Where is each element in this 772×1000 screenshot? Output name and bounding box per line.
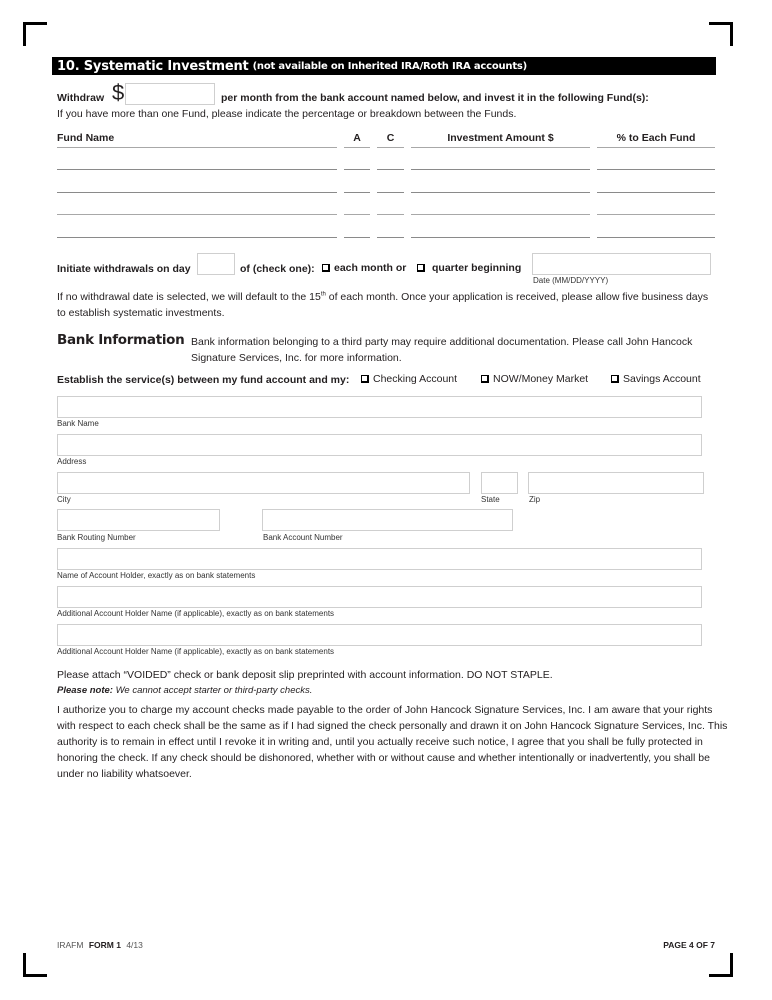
header-rule-c [377, 147, 404, 148]
state-input[interactable] [481, 472, 518, 494]
header-rule-amount [411, 147, 590, 148]
establish-service-label: Establish the service(s) between my fund account and my: [57, 374, 350, 386]
crop-mark-top-right [709, 22, 733, 46]
check-one-label: of (check one): [240, 263, 315, 275]
col-header-fund-name: Fund Name [57, 132, 115, 144]
bank-name-label: Bank Name [57, 419, 99, 428]
bank-info-description-line1: Bank information belonging to a third party may require additional documentation. Please call John Hancock [191, 336, 693, 348]
fund-c-input[interactable] [377, 156, 404, 170]
fund-amount-input[interactable] [411, 224, 590, 238]
address-input[interactable] [57, 434, 702, 456]
crop-mark-bottom-right [709, 953, 733, 977]
col-header-percent: % to Each Fund [616, 132, 696, 144]
fund-a-input[interactable] [344, 156, 370, 170]
crop-mark-top-left [23, 22, 47, 46]
section-title: 10. Systematic Investment [57, 58, 249, 74]
city-input[interactable] [57, 472, 470, 494]
routing-number-input[interactable] [57, 509, 220, 531]
withdraw-label: Withdraw [57, 92, 105, 104]
dollar-sign: $ [112, 80, 125, 105]
fund-name-input[interactable] [57, 156, 337, 170]
fund-name-input[interactable] [57, 179, 337, 193]
additional-holder-2-input[interactable] [57, 624, 702, 646]
fund-a-input[interactable] [344, 224, 370, 238]
form-name: FORM 1 [88, 940, 121, 950]
account-number-input[interactable] [262, 509, 513, 531]
state-label: State [481, 495, 500, 504]
fund-a-input[interactable] [344, 179, 370, 193]
fund-c-input[interactable] [377, 179, 404, 193]
header-rule-percent [597, 147, 715, 148]
checkbox-icon[interactable] [611, 375, 619, 383]
checkbox-icon[interactable] [481, 375, 489, 383]
authorization-line: honoring the check. If any check should be dishonored, whether with or without cause and whether intentionally or inadvertently, you shall be [57, 752, 710, 764]
fund-amount-input[interactable] [411, 179, 590, 193]
fund-c-input[interactable] [377, 201, 404, 215]
header-rule-fund-name [57, 147, 337, 148]
multiple-funds-note: If you have more than one Fund, please indicate the percentage or breakdown between the Funds. [57, 108, 517, 120]
footer-form-id [57, 940, 143, 950]
account-holder-input[interactable] [57, 548, 702, 570]
col-header-a: A [353, 132, 361, 144]
date-caption: Date (MM/DD/YYYY) [533, 276, 609, 285]
authorization-line: with respect to each check shall be the same as if I had signed the check personally and drawn it on John Hancock Signature Services, Inc. This [57, 720, 728, 732]
default-date-note: If no withdrawal date is selected, we will default to the 15th of each month. Once your application is received, please allow five business days [57, 291, 709, 303]
please-note: Please note: We cannot accept starter or third-party checks. [57, 685, 313, 696]
account-holder-label: Name of Account Holder, exactly as on bank statements [57, 571, 256, 580]
fund-percent-input[interactable] [597, 201, 715, 215]
withdraw-amount-input[interactable] [125, 83, 215, 105]
header-rule-a [344, 147, 370, 148]
page-number: PAGE 4 OF 7 [663, 940, 715, 950]
fund-a-input[interactable] [344, 201, 370, 215]
zip-label: Zip [529, 495, 541, 504]
voided-check-note: Please attach “VOIDED” check or bank deposit slip preprinted with account information. DO NOT STAPLE. [57, 669, 553, 681]
account-number-label: Bank Account Number [263, 533, 343, 542]
checkbox-icon[interactable] [322, 264, 330, 272]
section-subtitle: (not available on Inherited IRA/Roth IRA accounts) [252, 60, 528, 72]
fund-c-input[interactable] [377, 224, 404, 238]
form-date: 4/13 [126, 940, 143, 950]
fund-percent-input[interactable] [597, 224, 715, 238]
option-each-month[interactable] [322, 262, 406, 274]
checkbox-icon[interactable] [361, 375, 369, 383]
additional-holder-1-input[interactable] [57, 586, 702, 608]
form-code: IRAFM [57, 940, 84, 950]
fund-percent-input[interactable] [597, 179, 715, 193]
option-savings-account[interactable]: Savings Account [611, 373, 701, 385]
initiate-label: Initiate withdrawals on day [57, 263, 191, 275]
section-header-bar [52, 57, 716, 75]
withdraw-suffix: per month from the bank account named below, and invest it in the following Fund(s): [221, 92, 649, 104]
default-date-note-line2: to establish systematic investments. [57, 307, 225, 319]
bank-info-description-line2: Signature Services, Inc. for more information. [191, 352, 402, 364]
fund-amount-input[interactable] [411, 156, 590, 170]
fund-amount-input[interactable] [411, 201, 590, 215]
bank-info-heading: Bank Information [57, 332, 185, 348]
fund-name-input[interactable] [57, 224, 337, 238]
option-checking-account[interactable]: Checking Account [361, 373, 457, 385]
authorization-line: authority is to remain in effect until I revoke it in writing and, until you actually receive such notice, I agree that you shall be fully protected in [57, 736, 703, 748]
checkbox-icon[interactable] [417, 264, 425, 272]
authorization-line: under no liability whatsoever. [57, 768, 192, 780]
bank-name-input[interactable] [57, 396, 702, 418]
option-now-money-market[interactable]: NOW/Money Market [481, 373, 588, 385]
authorization-line: I authorize you to charge my account checks made payable to the order of John Hancock Signature Services, Inc. I am aware that your rights [57, 704, 713, 716]
city-label: City [57, 495, 71, 504]
option-each-month-label: each month or [334, 262, 407, 274]
routing-number-label: Bank Routing Number [57, 533, 136, 542]
option-quarter-label: quarter beginning [432, 262, 522, 274]
option-quarter-beginning[interactable] [417, 262, 521, 274]
start-date-input[interactable] [532, 253, 711, 275]
col-header-investment-amount: Investment Amount $ [447, 132, 554, 144]
fund-name-input[interactable] [57, 201, 337, 215]
crop-mark-bottom-left [23, 953, 47, 977]
additional-holder-1-label: Additional Account Holder Name (if applicable), exactly as on bank statements [57, 609, 335, 618]
withdrawal-day-input[interactable] [197, 253, 235, 275]
zip-input[interactable] [528, 472, 704, 494]
fund-percent-input[interactable] [597, 156, 715, 170]
authorization-paragraph [57, 702, 728, 782]
col-header-c: C [386, 132, 395, 144]
additional-holder-2-label: Additional Account Holder Name (if applicable), exactly as on bank statements [57, 647, 335, 656]
address-label: Address [57, 457, 87, 466]
